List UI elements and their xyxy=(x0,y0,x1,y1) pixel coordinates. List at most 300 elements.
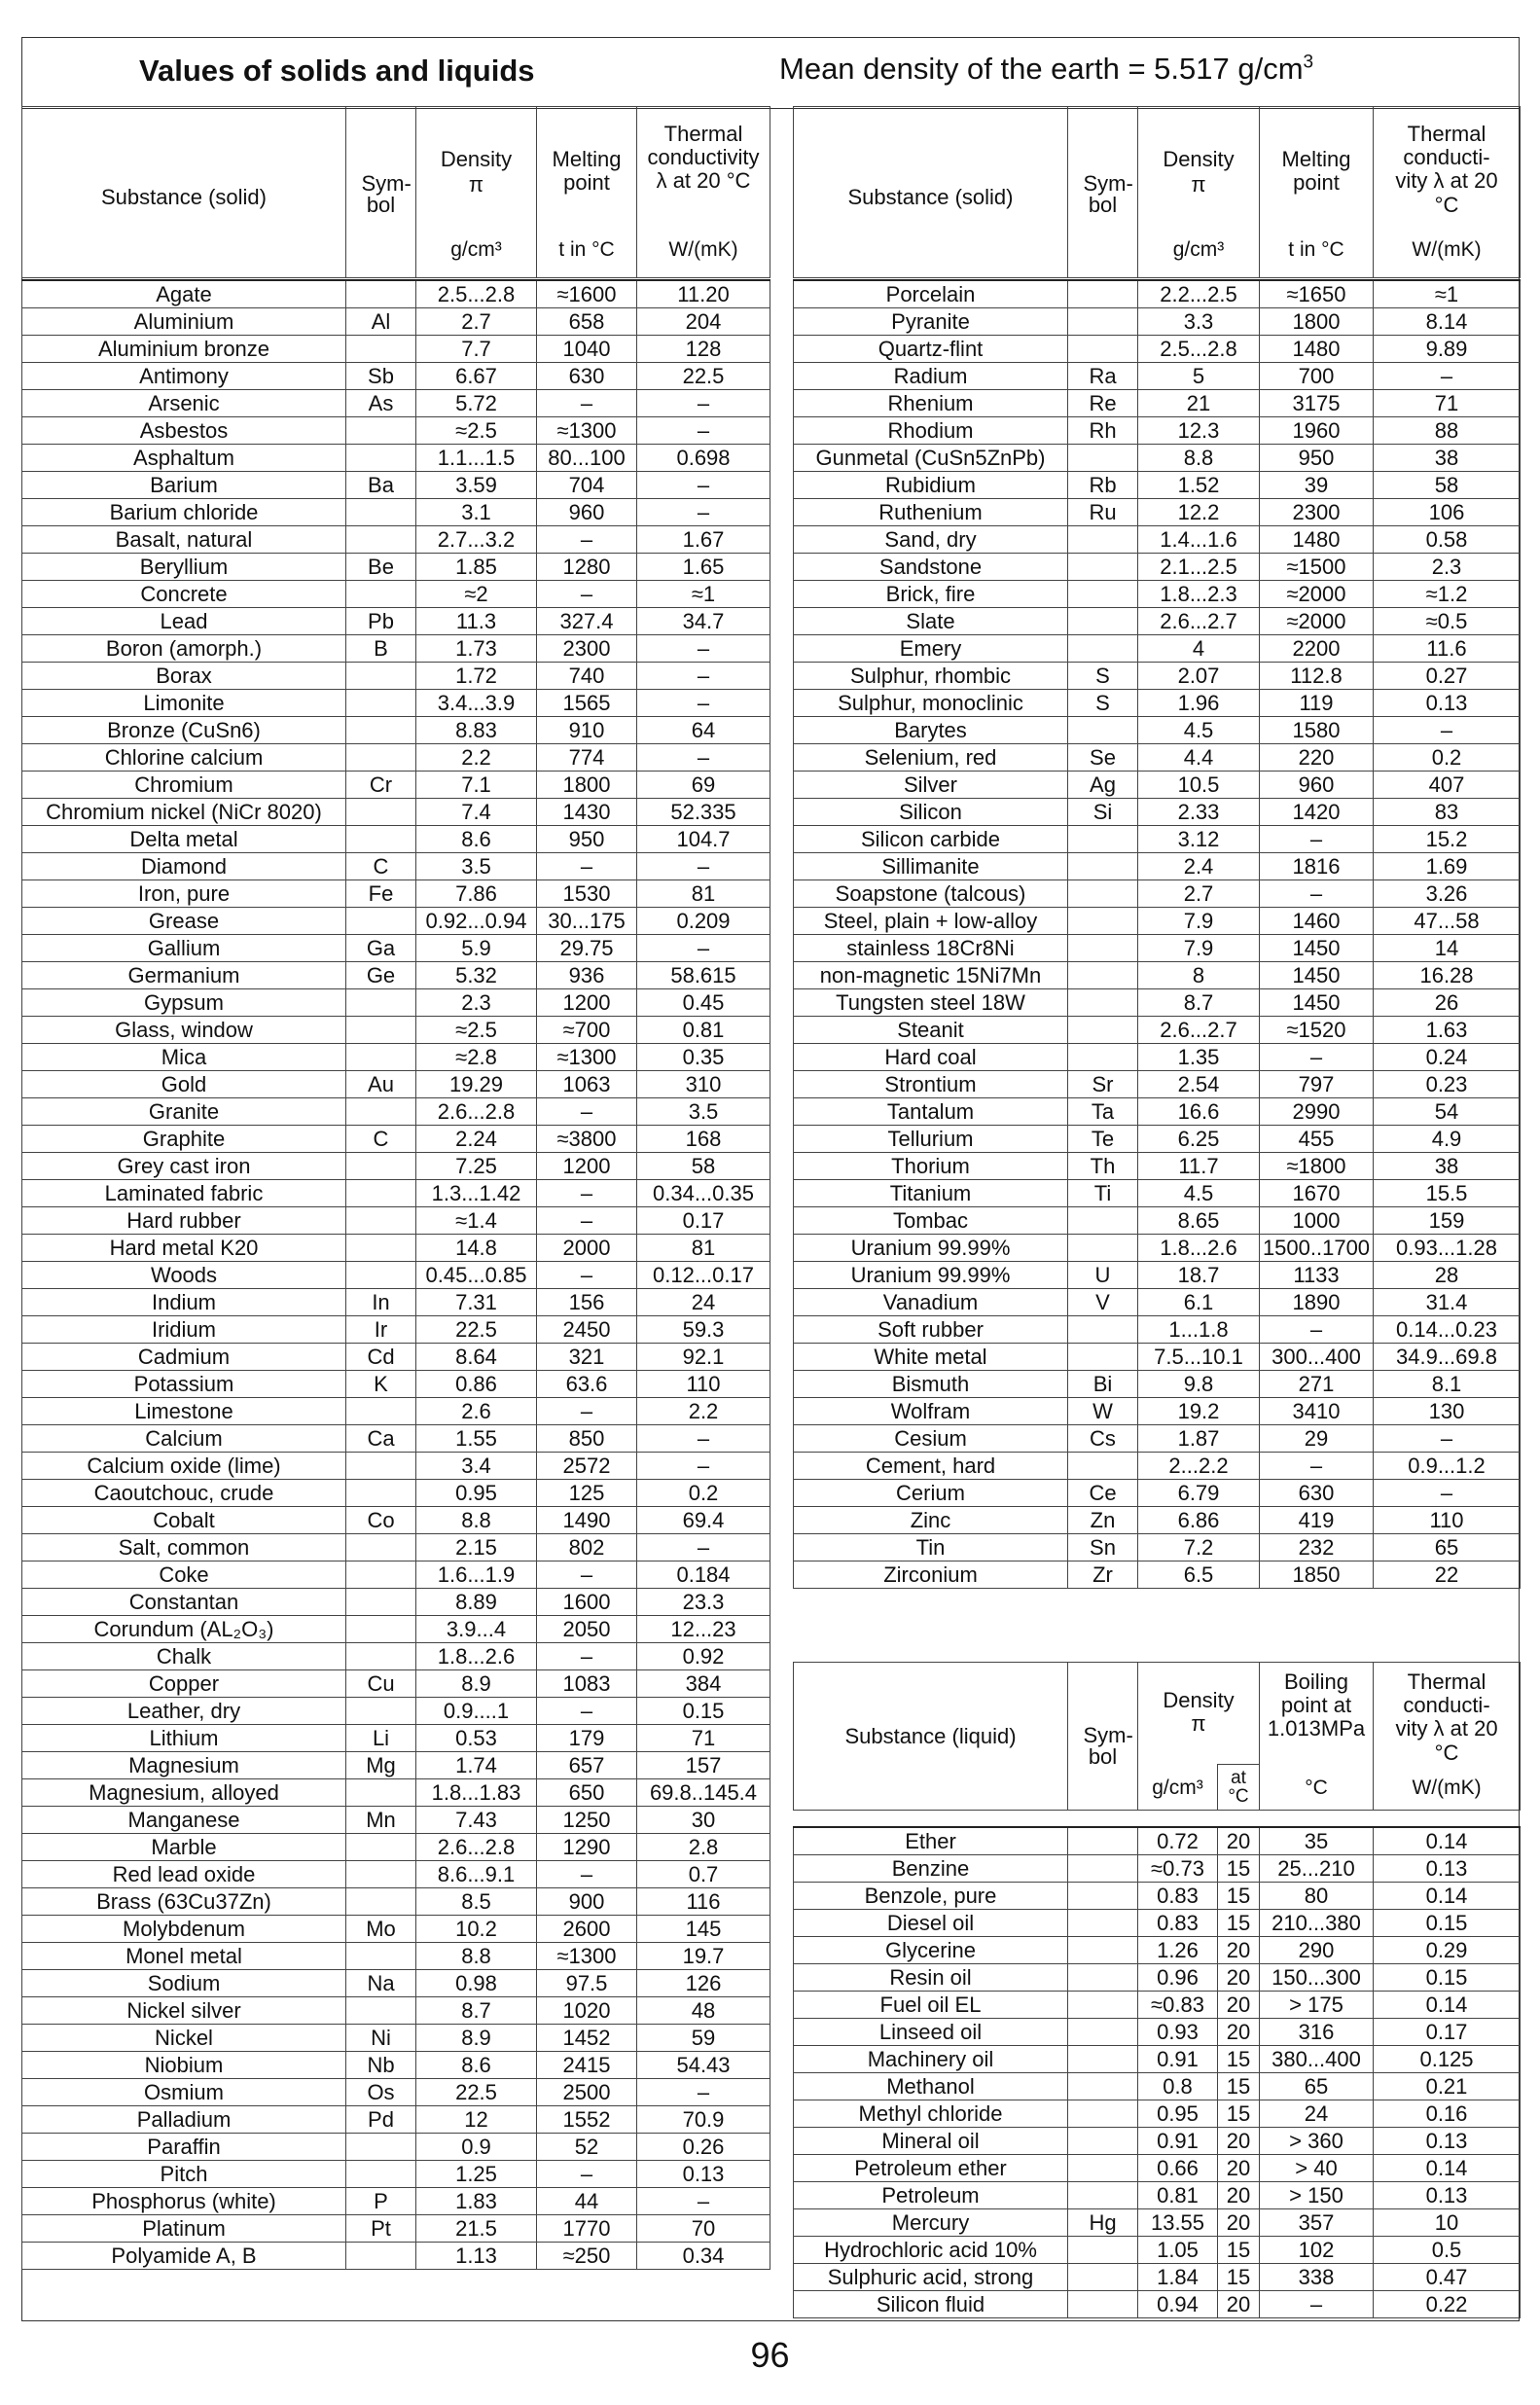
cell-density: 10.5 xyxy=(1138,772,1260,799)
cell-substance: Methanol xyxy=(794,2073,1068,2100)
cell-substance: Tellurium xyxy=(794,1126,1068,1153)
table-row xyxy=(22,1970,770,1997)
cell-melting-point: – xyxy=(537,1398,637,1425)
cell-density: 6.79 xyxy=(1138,1480,1260,1507)
cell-density: 22.5 xyxy=(416,2079,537,2106)
cell-substance: Slate xyxy=(794,608,1068,635)
cell-symbol: Os xyxy=(346,2079,416,2106)
cell-density: 1.87 xyxy=(1138,1425,1260,1453)
cell-thermal-conductivity: ≈1 xyxy=(1374,280,1521,308)
cell-substance: Polyamide A, B xyxy=(22,2243,346,2270)
cell-substance: Barium xyxy=(22,472,346,499)
cell-density: 1.73 xyxy=(416,635,537,663)
cell-thermal-conductivity: 0.5 xyxy=(1374,2237,1521,2264)
cell-symbol: C xyxy=(346,1126,416,1153)
cell-thermal-conductivity: – xyxy=(637,744,770,772)
cell-melting-point: 2050 xyxy=(537,1616,637,1643)
cell-substance: Rubidium xyxy=(794,472,1068,499)
cell-melting-point: 2300 xyxy=(1260,499,1374,526)
table-row xyxy=(22,853,770,880)
cell-symbol: Rb xyxy=(1068,472,1138,499)
cell-thermal-conductivity: – xyxy=(637,2079,770,2106)
cell-thermal-conductivity: ≈1 xyxy=(637,581,770,608)
cell-symbol: Mo xyxy=(346,1916,416,1943)
table-row xyxy=(794,2155,1521,2182)
cell-density: 0.91 xyxy=(1138,2128,1218,2155)
table-row xyxy=(22,363,770,390)
table-row xyxy=(22,581,770,608)
cell-thermal-conductivity: 59.3 xyxy=(637,1316,770,1344)
cell-symbol xyxy=(346,1098,416,1126)
cell-substance: Delta metal xyxy=(22,826,346,853)
cell-substance: Cement, hard xyxy=(794,1453,1068,1480)
liquid-header-thermal: Thermal conducti-vity λ at 20 °C xyxy=(1374,1663,1521,1765)
cell-density: 8.7 xyxy=(416,1997,537,2025)
cell-thermal-conductivity: 0.125 xyxy=(1374,2046,1521,2073)
cell-boiling-point: 25...210 xyxy=(1260,1855,1374,1883)
cell-thermal-conductivity: – xyxy=(637,2188,770,2215)
cell-symbol: Re xyxy=(1068,390,1138,417)
table-row xyxy=(22,1670,770,1698)
cell-melting-point: 2000 xyxy=(537,1235,637,1262)
cell-substance: Pitch xyxy=(22,2161,346,2188)
cell-symbol xyxy=(346,690,416,717)
solids-right-table xyxy=(793,279,1521,1589)
cell-melting-point: 220 xyxy=(1260,744,1374,772)
cell-thermal-conductivity: 71 xyxy=(1374,390,1521,417)
cell-thermal-conductivity: 22 xyxy=(1374,1561,1521,1589)
cell-melting-point: 29 xyxy=(1260,1425,1374,1453)
cell-thermal-conductivity: 0.26 xyxy=(637,2134,770,2161)
cell-melting-point: 1552 xyxy=(537,2106,637,2134)
cell-density: 0.53 xyxy=(416,1725,537,1752)
table-row xyxy=(22,1779,770,1807)
cell-substance: Barium chloride xyxy=(22,499,346,526)
cell-symbol xyxy=(346,826,416,853)
table-row xyxy=(794,1964,1521,1992)
cell-melting-point: 1480 xyxy=(1260,526,1374,554)
cell-density: 3.1 xyxy=(416,499,537,526)
cell-thermal-conductivity: 16.28 xyxy=(1374,962,1521,989)
cell-thermal-conductivity: – xyxy=(637,635,770,663)
cell-symbol xyxy=(1068,526,1138,554)
cell-symbol xyxy=(1068,1453,1138,1480)
cell-substance: Cobalt xyxy=(22,1507,346,1534)
cell-substance: Silicon carbide xyxy=(794,826,1068,853)
cell-substance: Benzole, pure xyxy=(794,1883,1068,1910)
cell-density: 2.7...3.2 xyxy=(416,526,537,554)
cell-density-temp: 20 xyxy=(1218,1992,1260,2019)
header-melting-right: Melting point t in °C xyxy=(1260,107,1374,278)
cell-melting-point: 1133 xyxy=(1260,1262,1374,1289)
cell-symbol xyxy=(346,417,416,445)
liquids-table xyxy=(793,1826,1521,2318)
cell-density: 1.3...1.42 xyxy=(416,1180,537,1207)
cell-symbol xyxy=(1068,2073,1138,2100)
cell-melting-point: 1020 xyxy=(537,1997,637,2025)
table-row xyxy=(22,308,770,336)
cell-melting-point: 704 xyxy=(537,472,637,499)
cell-substance: Limestone xyxy=(22,1398,346,1425)
liquid-header-density: Density π xyxy=(1138,1663,1260,1765)
cell-density: 12 xyxy=(416,2106,537,2134)
cell-melting-point: 1200 xyxy=(537,1153,637,1180)
cell-thermal-conductivity: 106 xyxy=(1374,499,1521,526)
cell-thermal-conductivity: 0.209 xyxy=(637,908,770,935)
cell-substance: Radium xyxy=(794,363,1068,390)
cell-thermal-conductivity: 10 xyxy=(1374,2209,1521,2237)
cell-melting-point: 1450 xyxy=(1260,962,1374,989)
cell-melting-point: 740 xyxy=(537,663,637,690)
table-row xyxy=(794,1153,1521,1180)
cell-density: 8.9 xyxy=(416,2025,537,2052)
cell-substance: Quartz-flint xyxy=(794,336,1068,363)
table-row xyxy=(22,1507,770,1534)
cell-thermal-conductivity: 38 xyxy=(1374,445,1521,472)
table-row xyxy=(794,853,1521,880)
cell-melting-point: 658 xyxy=(537,308,637,336)
cell-density: 5.9 xyxy=(416,935,537,962)
cell-symbol: Fe xyxy=(346,880,416,908)
cell-density: 14.8 xyxy=(416,1235,537,1262)
cell-density: 22.5 xyxy=(416,1316,537,1344)
cell-symbol xyxy=(1068,1937,1138,1964)
cell-thermal-conductivity: 30 xyxy=(637,1807,770,1834)
cell-thermal-conductivity: – xyxy=(1374,1480,1521,1507)
cell-density: 2.2...2.5 xyxy=(1138,280,1260,308)
cell-density: 1.74 xyxy=(416,1752,537,1779)
cell-symbol: Se xyxy=(1068,744,1138,772)
table-row xyxy=(22,499,770,526)
cell-thermal-conductivity: 15.5 xyxy=(1374,1180,1521,1207)
header-thermal: Thermal conductivity λ at 20 °C W/(mK) xyxy=(637,107,770,278)
cell-substance: Gallium xyxy=(22,935,346,962)
cell-density-temp: 15 xyxy=(1218,1910,1260,1937)
cell-thermal-conductivity: – xyxy=(637,417,770,445)
cell-thermal-conductivity: 19.7 xyxy=(637,1943,770,1970)
table-row xyxy=(22,417,770,445)
cell-symbol xyxy=(346,1698,416,1725)
cell-density: 2.5...2.8 xyxy=(1138,336,1260,363)
table-row xyxy=(22,608,770,635)
cell-substance: stainless 18Cr8Ni xyxy=(794,935,1068,962)
cell-symbol: Zn xyxy=(1068,1507,1138,1534)
cell-substance: Strontium xyxy=(794,1071,1068,1098)
table-row xyxy=(794,1098,1521,1126)
cell-symbol xyxy=(1068,1827,1138,1855)
cell-thermal-conductivity: 11.20 xyxy=(637,280,770,308)
cell-density: 4.5 xyxy=(1138,717,1260,744)
table-row xyxy=(794,690,1521,717)
cell-density: 8.8 xyxy=(416,1507,537,1534)
cell-melting-point: 125 xyxy=(537,1480,637,1507)
table-row xyxy=(794,1398,1521,1425)
cell-thermal-conductivity: 0.34...0.35 xyxy=(637,1180,770,1207)
cell-substance: Uranium 99.99% xyxy=(794,1262,1068,1289)
cell-substance: Iron, pure xyxy=(22,880,346,908)
cell-density: 7.7 xyxy=(416,336,537,363)
table-row xyxy=(22,1371,770,1398)
cell-melting-point: – xyxy=(537,1698,637,1725)
cell-symbol xyxy=(346,717,416,744)
cell-symbol xyxy=(346,1589,416,1616)
cell-boiling-point: > 175 xyxy=(1260,1992,1374,2019)
cell-substance: Silver xyxy=(794,772,1068,799)
cell-thermal-conductivity: 48 xyxy=(637,1997,770,2025)
cell-thermal-conductivity: 0.13 xyxy=(637,2161,770,2188)
cell-symbol xyxy=(346,1997,416,2025)
cell-symbol: Ga xyxy=(346,935,416,962)
cell-thermal-conductivity: 1.69 xyxy=(1374,853,1521,880)
cell-symbol: Zr xyxy=(1068,1561,1138,1589)
table-row xyxy=(794,2100,1521,2128)
table-row xyxy=(794,1827,1521,1855)
cell-melting-point: 1890 xyxy=(1260,1289,1374,1316)
cell-melting-point: ≈2000 xyxy=(1260,608,1374,635)
cell-density: 3.59 xyxy=(416,472,537,499)
cell-density: 1.55 xyxy=(416,1425,537,1453)
cell-symbol: Th xyxy=(1068,1153,1138,1180)
cell-melting-point: 630 xyxy=(537,363,637,390)
cell-thermal-conductivity: – xyxy=(637,1425,770,1453)
cell-melting-point: 1670 xyxy=(1260,1180,1374,1207)
cell-density: 1.8...2.6 xyxy=(1138,1235,1260,1262)
cell-melting-point: ≈1500 xyxy=(1260,554,1374,581)
cell-thermal-conductivity: 0.21 xyxy=(1374,2073,1521,2100)
cell-thermal-conductivity: 0.2 xyxy=(1374,744,1521,772)
cell-thermal-conductivity: 0.27 xyxy=(1374,663,1521,690)
table-row xyxy=(22,1425,770,1453)
cell-symbol xyxy=(1068,581,1138,608)
cell-substance: Wolfram xyxy=(794,1398,1068,1425)
table-row xyxy=(794,1289,1521,1316)
cell-melting-point: 950 xyxy=(1260,445,1374,472)
cell-substance: Paraffin xyxy=(22,2134,346,2161)
cell-density: 4.4 xyxy=(1138,744,1260,772)
table-row xyxy=(22,2106,770,2134)
cell-symbol: Pb xyxy=(346,608,416,635)
cell-substance: Diamond xyxy=(22,853,346,880)
cell-substance: Bismuth xyxy=(794,1371,1068,1398)
cell-melting-point: 2200 xyxy=(1260,635,1374,663)
cell-substance: Linseed oil xyxy=(794,2019,1068,2046)
cell-substance: Hard metal K20 xyxy=(22,1235,346,1262)
cell-symbol: Sb xyxy=(346,363,416,390)
cell-substance: Red lead oxide xyxy=(22,1861,346,1888)
cell-thermal-conductivity: – xyxy=(637,690,770,717)
table-row xyxy=(22,1071,770,1098)
cell-symbol xyxy=(1068,935,1138,962)
cell-melting-point: 1450 xyxy=(1260,989,1374,1017)
cell-melting-point: 936 xyxy=(537,962,637,989)
cell-symbol xyxy=(346,663,416,690)
cell-substance: Calcium xyxy=(22,1425,346,1453)
cell-symbol xyxy=(1068,2237,1138,2264)
table-row xyxy=(794,717,1521,744)
cell-boiling-point: 357 xyxy=(1260,2209,1374,2237)
cell-melting-point: 1490 xyxy=(537,1507,637,1534)
cell-melting-point: ≈1800 xyxy=(1260,1153,1374,1180)
cell-density: 8 xyxy=(1138,962,1260,989)
cell-density-temp: 20 xyxy=(1218,2182,1260,2209)
table-row xyxy=(22,554,770,581)
cell-density: 1.72 xyxy=(416,663,537,690)
table-row xyxy=(794,445,1521,472)
cell-substance: Borax xyxy=(22,663,346,690)
cell-substance: Steanit xyxy=(794,1017,1068,1044)
cell-melting-point: 1460 xyxy=(1260,908,1374,935)
cell-thermal-conductivity: 0.35 xyxy=(637,1044,770,1071)
cell-density: 2.24 xyxy=(416,1126,537,1153)
cell-substance: Brass (63Cu37Zn) xyxy=(22,1888,346,1916)
cell-symbol xyxy=(1068,554,1138,581)
cell-density: 8.8 xyxy=(416,1943,537,1970)
cell-thermal-conductivity: 26 xyxy=(1374,989,1521,1017)
cell-thermal-conductivity: 0.7 xyxy=(637,1861,770,1888)
cell-symbol: Cr xyxy=(346,772,416,799)
cell-density: 0.95 xyxy=(416,1480,537,1507)
cell-density: 3.9...4 xyxy=(416,1616,537,1643)
cell-substance: Zirconium xyxy=(794,1561,1068,1589)
cell-substance: Chromium nickel (NiCr 8020) xyxy=(22,799,346,826)
cell-substance: Grey cast iron xyxy=(22,1153,346,1180)
cell-melting-point: 300...400 xyxy=(1260,1344,1374,1371)
table-row xyxy=(22,1698,770,1725)
cell-substance: Sand, dry xyxy=(794,526,1068,554)
cell-symbol xyxy=(346,1834,416,1861)
cell-substance: Tombac xyxy=(794,1207,1068,1235)
cell-density-temp: 15 xyxy=(1218,1855,1260,1883)
header-substance-right: Substance (solid) xyxy=(794,107,1068,278)
cell-substance: Lead xyxy=(22,608,346,635)
cell-substance: Glycerine xyxy=(794,1937,1068,1964)
cell-melting-point: – xyxy=(537,1861,637,1888)
cell-substance: Hydrochloric acid 10% xyxy=(794,2237,1068,2264)
table-row xyxy=(22,2052,770,2079)
cell-density: 2...2.2 xyxy=(1138,1453,1260,1480)
table-row xyxy=(22,1752,770,1779)
table-row xyxy=(22,1861,770,1888)
cell-substance: Granite xyxy=(22,1098,346,1126)
table-row xyxy=(22,2188,770,2215)
cell-density: 11.7 xyxy=(1138,1153,1260,1180)
cell-substance: Copper xyxy=(22,1670,346,1698)
cell-melting-point: 1500..1700 xyxy=(1260,1235,1374,1262)
cell-density: 0.86 xyxy=(416,1371,537,1398)
table-row xyxy=(794,2073,1521,2100)
cell-density: 1.8...1.83 xyxy=(416,1779,537,1807)
cell-substance: Brick, fire xyxy=(794,581,1068,608)
table-row xyxy=(794,499,1521,526)
table-row xyxy=(794,417,1521,445)
cell-density: 8.7 xyxy=(1138,989,1260,1017)
cell-melting-point: – xyxy=(1260,826,1374,853)
cell-melting-point: ≈2000 xyxy=(1260,581,1374,608)
table-row xyxy=(794,799,1521,826)
cell-melting-point: 960 xyxy=(537,499,637,526)
cell-substance: Woods xyxy=(22,1262,346,1289)
cell-density: 8.9 xyxy=(416,1670,537,1698)
table-row xyxy=(22,1480,770,1507)
cell-symbol xyxy=(1068,2128,1138,2155)
cell-density-temp: 20 xyxy=(1218,1937,1260,1964)
cell-symbol xyxy=(346,2243,416,2270)
cell-density-temp: 20 xyxy=(1218,1827,1260,1855)
cell-thermal-conductivity: 0.58 xyxy=(1374,526,1521,554)
cell-thermal-conductivity: 128 xyxy=(637,336,770,363)
cell-thermal-conductivity: 159 xyxy=(1374,1207,1521,1235)
cell-substance: Asbestos xyxy=(22,417,346,445)
table-row xyxy=(794,2237,1521,2264)
table-row xyxy=(22,1289,770,1316)
table-row xyxy=(22,2161,770,2188)
cell-density: 7.86 xyxy=(416,880,537,908)
cell-thermal-conductivity: 0.23 xyxy=(1374,1071,1521,1098)
cell-symbol xyxy=(346,336,416,363)
cell-melting-point: 39 xyxy=(1260,472,1374,499)
cell-substance: Laminated fabric xyxy=(22,1180,346,1207)
table-row xyxy=(22,744,770,772)
table-row xyxy=(794,2291,1521,2318)
cell-density: 7.9 xyxy=(1138,935,1260,962)
cell-substance: Barytes xyxy=(794,717,1068,744)
cell-density: 2.4 xyxy=(1138,853,1260,880)
cell-symbol xyxy=(346,1453,416,1480)
cell-substance: Mica xyxy=(22,1044,346,1071)
cell-substance: Sandstone xyxy=(794,554,1068,581)
cell-melting-point: – xyxy=(1260,1044,1374,1071)
table-row xyxy=(22,526,770,554)
cell-thermal-conductivity: 1.67 xyxy=(637,526,770,554)
cell-melting-point: 1450 xyxy=(1260,935,1374,962)
cell-density: 3.3 xyxy=(1138,308,1260,336)
cell-symbol xyxy=(346,1262,416,1289)
cell-substance: Lithium xyxy=(22,1725,346,1752)
cell-substance: Iridium xyxy=(22,1316,346,1344)
cell-thermal-conductivity: 65 xyxy=(1374,1534,1521,1561)
cell-substance: Marble xyxy=(22,1834,346,1861)
cell-density: 21.5 xyxy=(416,2215,537,2243)
cell-symbol xyxy=(1068,1855,1138,1883)
cell-symbol xyxy=(1068,1316,1138,1344)
cell-melting-point: ≈250 xyxy=(537,2243,637,2270)
cell-symbol: W xyxy=(1068,1398,1138,1425)
cell-density: 1.8...2.6 xyxy=(416,1643,537,1670)
cell-thermal-conductivity: 54.43 xyxy=(637,2052,770,2079)
cell-melting-point: ≈1600 xyxy=(537,280,637,308)
cell-substance: Petroleum ether xyxy=(794,2155,1068,2182)
cell-symbol xyxy=(346,2161,416,2188)
cell-density: 0.83 xyxy=(1138,1883,1218,1910)
table-row xyxy=(22,1943,770,1970)
cell-density: ≈2.5 xyxy=(416,417,537,445)
cell-substance: Zinc xyxy=(794,1507,1068,1534)
cell-symbol xyxy=(1068,1992,1138,2019)
cell-symbol xyxy=(346,1643,416,1670)
cell-symbol xyxy=(1068,1017,1138,1044)
cell-thermal-conductivity: – xyxy=(1374,1425,1521,1453)
cell-melting-point: 1480 xyxy=(1260,336,1374,363)
cell-density: 6.25 xyxy=(1138,1126,1260,1153)
table-row xyxy=(794,772,1521,799)
cell-symbol: As xyxy=(346,390,416,417)
cell-substance: Gold xyxy=(22,1071,346,1098)
cell-thermal-conductivity: 145 xyxy=(637,1916,770,1943)
cell-substance: Emery xyxy=(794,635,1068,663)
cell-melting-point: 232 xyxy=(1260,1534,1374,1561)
cell-substance: Pyranite xyxy=(794,308,1068,336)
header-density: Density π g/cm³ xyxy=(416,107,537,278)
